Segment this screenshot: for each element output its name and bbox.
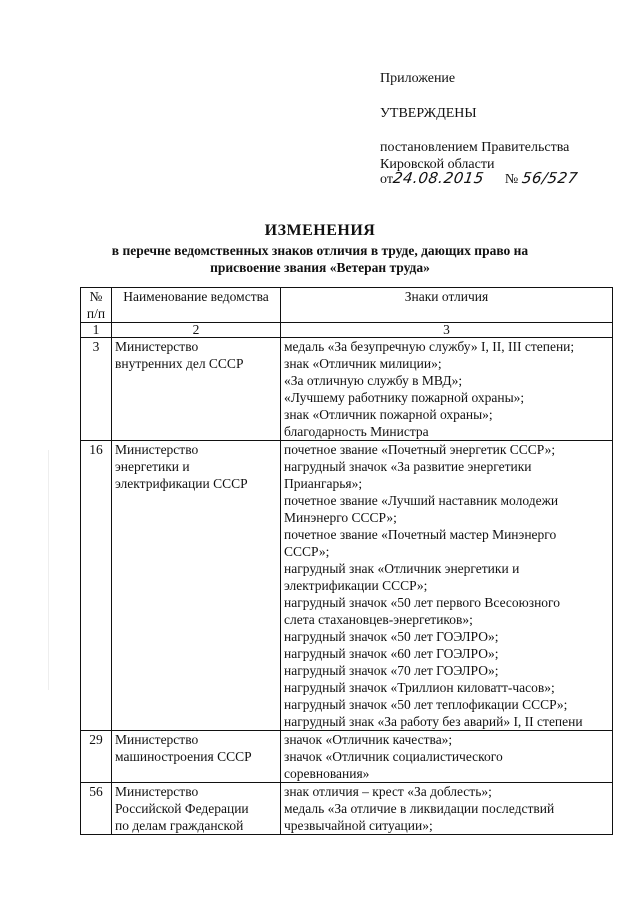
department-cell	[112, 441, 281, 731]
header-num: № п/п	[81, 288, 112, 323]
sign-line: Минэнерго СССР»;	[284, 510, 397, 525]
table-row	[81, 783, 613, 835]
decree-line-2: Кировской области	[380, 157, 495, 172]
sign-line: нагрудный знак «За работу без аварий» I, II степени	[284, 714, 583, 729]
department-line: Министерство	[115, 732, 199, 747]
department-line: Министерство	[115, 784, 199, 799]
scan-margin-mark	[48, 450, 49, 690]
table-row	[81, 441, 613, 731]
number-prefix: №	[504, 172, 519, 187]
sign-line: «Лучшему работнику пожарной охраны»;	[284, 390, 525, 405]
row-number: 3	[81, 338, 112, 441]
department-line: энергетики и	[115, 459, 190, 474]
column-numbers-row	[81, 323, 613, 338]
sign-line: нагрудный значок «50 лет первого Всесоюзного	[284, 595, 560, 610]
document-subtitle	[100, 242, 540, 276]
header-dept: Наименование ведомства	[112, 288, 281, 323]
department-line: машиностроения СССР	[115, 749, 252, 764]
subtitle-line-1: в перечне ведомственных знаков отличия в труде, дающих право на	[111, 243, 529, 258]
sign-line: нагрудный знак «Отличник энергетики и	[284, 561, 520, 576]
sign-line: почетное звание «Почетный энергетик СССР»;	[284, 442, 556, 457]
header-signs: Знаки отличия	[281, 288, 613, 323]
department-cell	[112, 783, 281, 835]
department-line: внутренних дел СССР	[115, 356, 244, 371]
sign-line: Приангарья»;	[284, 476, 363, 491]
column-number: 1	[81, 323, 112, 338]
sign-line: слета стахановцев-энергетиков»;	[284, 612, 473, 627]
department-line: Российской Федерации	[115, 801, 249, 816]
sign-line: нагрудный значок «50 лет ГОЭЛРО»;	[284, 629, 499, 644]
department-line: Министерство	[115, 442, 199, 457]
sign-line: чрезвычайной ситуации»;	[284, 818, 433, 833]
sign-line: нагрудный значок «70 лет ГОЭЛРО»;	[284, 663, 499, 678]
signs-cell	[281, 441, 613, 731]
sign-line: знак «Отличник милиции»;	[284, 356, 442, 371]
decree-line-1: постановлением Правительства	[380, 140, 570, 155]
sign-line: медаль «За безупречную службу» I, II, III степени;	[284, 339, 575, 354]
table-body	[81, 338, 613, 835]
changes-table	[80, 287, 613, 835]
column-number: 3	[281, 323, 613, 338]
signs-cell	[281, 731, 613, 783]
sign-line: нагрудный значок «Триллион киловатт-часов»;	[284, 680, 555, 695]
handwritten-date: 24.08.2015	[391, 169, 486, 187]
approved-label: УТВЕРЖДЕНЫ	[380, 106, 477, 121]
department-line: Министерство	[115, 339, 199, 354]
table-row	[81, 338, 613, 441]
sign-line: СССР»;	[284, 544, 330, 559]
table-row	[81, 731, 613, 783]
sign-line: значок «Отличник качества»;	[284, 732, 453, 747]
sign-line: почетное звание «Лучший наставник молодежи	[284, 493, 559, 508]
sign-line: электрификации СССР»;	[284, 578, 428, 593]
sign-line: знак «Отличник пожарной охраны»;	[284, 407, 493, 422]
signs-cell	[281, 338, 613, 441]
column-number: 2	[112, 323, 281, 338]
sign-line: соревнования»	[284, 766, 370, 781]
table-header-row	[81, 288, 613, 323]
document-title: ИЗМЕНЕНИЯ	[264, 222, 376, 239]
row-number: 29	[81, 731, 112, 783]
appendix-label: Приложение	[380, 71, 456, 86]
department-cell	[112, 338, 281, 441]
signs-cell	[281, 783, 613, 835]
date-prefix: от	[380, 172, 393, 187]
sign-line: «За отличную службу в МВД»;	[284, 373, 463, 388]
row-number: 56	[81, 783, 112, 835]
subtitle-line-2: присвоение звания «Ветеран труда»	[210, 260, 430, 275]
department-cell	[112, 731, 281, 783]
row-number: 16	[81, 441, 112, 731]
sign-line: нагрудный значок «50 лет теплофикации СССР»;	[284, 697, 568, 712]
handwritten-number: 56/527	[520, 169, 579, 187]
department-line: электрификации СССР	[115, 476, 248, 491]
sign-line: нагрудный значок «60 лет ГОЭЛРО»;	[284, 646, 499, 661]
sign-line: почетное звание «Почетный мастер Минэнерго	[284, 527, 557, 542]
department-line: по делам гражданской	[115, 818, 244, 833]
sign-line: знак отличия – крест «За доблесть»;	[284, 784, 492, 799]
sign-line: значок «Отличник социалистического	[284, 749, 503, 764]
sign-line: благодарность Министра	[284, 424, 429, 439]
sign-line: медаль «За отличие в ликвидации последствий	[284, 801, 555, 816]
sign-line: нагрудный значок «За развитие энергетики	[284, 459, 532, 474]
date-number-line	[380, 170, 620, 188]
